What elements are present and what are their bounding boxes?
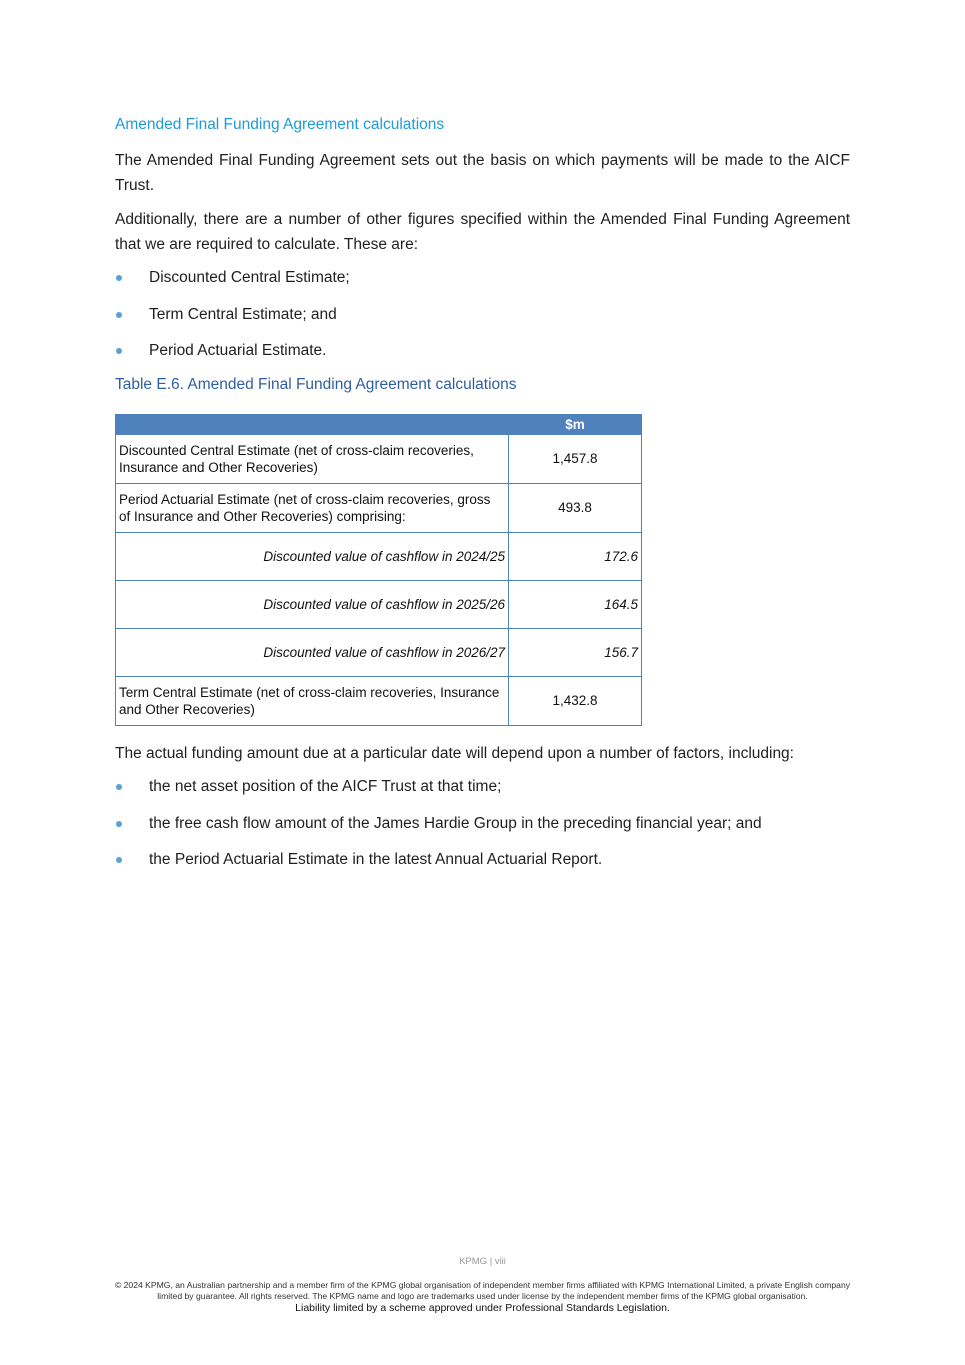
table-row <box>116 628 642 676</box>
calculations-table <box>115 414 642 726</box>
page-content <box>115 114 850 886</box>
row-label: Discounted value of cashflow in 2026/27 <box>116 628 509 676</box>
bullet-icon <box>116 275 122 281</box>
row-value: 172.6 <box>509 532 642 580</box>
row-value: 156.7 <box>509 628 642 676</box>
bullet-icon <box>116 348 122 354</box>
bullet-icon <box>116 857 122 863</box>
row-label: Discounted value of cashflow in 2024/25 <box>116 532 509 580</box>
estimates-list <box>115 267 850 362</box>
bullet-icon <box>116 784 122 790</box>
list-item: the Period Actuarial Estimate in the latest Annual Actuarial Report. <box>115 849 850 871</box>
factors-list <box>115 776 850 871</box>
bullet-icon <box>116 312 122 318</box>
list-item: Discounted Central Estimate; <box>115 267 850 289</box>
table-row <box>116 580 642 628</box>
list-item: Period Actuarial Estimate. <box>115 340 850 362</box>
table-header-label <box>116 414 509 434</box>
section-heading: Amended Final Funding Agreement calculations <box>115 116 445 133</box>
list-item: Term Central Estimate; and <box>115 304 850 326</box>
list-item: the net asset position of the AICF Trust at that time; <box>115 776 850 798</box>
intro-paragraph: The Amended Final Funding Agreement sets out the basis on which payments will be made to the AICF Trust. <box>115 152 850 194</box>
row-label: Period Actuarial Estimate (net of cross-claim recoveries, gross of Insurance and Other Recoveries) comprising: <box>116 483 509 532</box>
row-value: 1,432.8 <box>509 676 642 725</box>
page-number: KPMG | viii <box>459 1256 506 1267</box>
row-value: 1,457.8 <box>509 434 642 483</box>
row-value: 493.8 <box>509 483 642 532</box>
row-label: Discounted Central Estimate (net of cross-claim recoveries, Insurance and Other Recoveries) <box>116 434 509 483</box>
list-item: the free cash flow amount of the James Hardie Group in the preceding financial year; and <box>115 813 850 835</box>
figures-paragraph: Additionally, there are a number of other figures specified within the Amended Final Funding Agreement that we are required to calculate. These are: <box>115 211 850 253</box>
row-label: Term Central Estimate (net of cross-claim recoveries, Insurance and Other Recoveries) <box>116 676 509 725</box>
table-row <box>116 483 642 532</box>
copyright-notice: © 2024 KPMG, an Australian partnership and a member firm of the KPMG global organisation of independent member firms affiliated with KPMG International Limited, a private English company limited by guarantee. All rights reserved. The KPMG name and logo are trademarks used under license by the independent member firms of the KPMG global organisation. <box>114 1280 851 1301</box>
table-row <box>116 434 642 483</box>
factors-section <box>115 742 850 872</box>
table-row <box>116 676 642 725</box>
table-caption: Table E.6. Amended Final Funding Agreement calculations <box>115 375 517 393</box>
row-value: 164.5 <box>509 580 642 628</box>
table-header-row <box>116 414 642 434</box>
liability-notice: Liability limited by a scheme approved under Professional Standards Legislation. <box>295 1302 670 1314</box>
factors-paragraph: The actual funding amount due at a particular date will depend upon a number of factors, including: <box>115 744 794 762</box>
row-label: Discounted value of cashflow in 2025/26 <box>116 580 509 628</box>
table-row <box>116 532 642 580</box>
bullet-icon <box>116 821 122 827</box>
table-header-value: $m <box>509 414 642 434</box>
